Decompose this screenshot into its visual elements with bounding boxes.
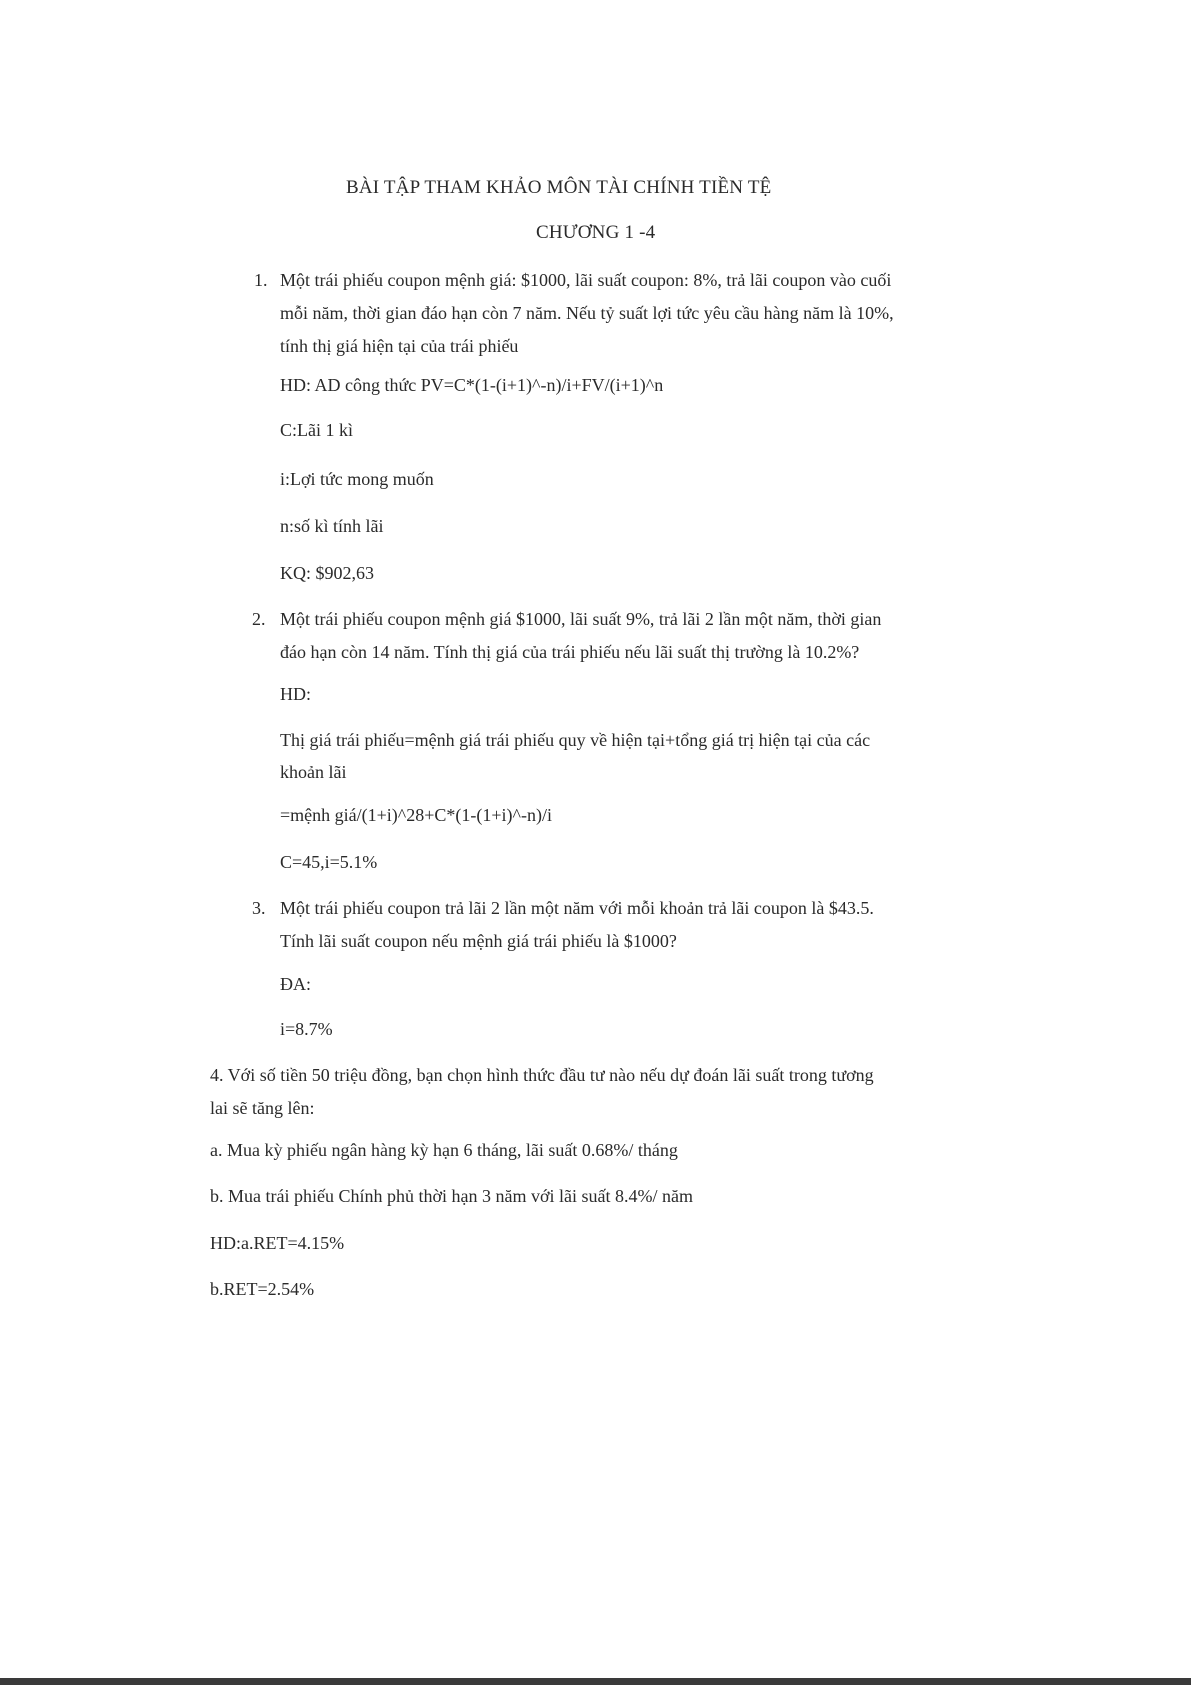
option-a: a. Mua kỳ phiếu ngân hàng kỳ hạn 6 tháng, lãi suất 0.68%/ tháng [210, 1140, 678, 1160]
question-number: 2. [252, 609, 266, 629]
question-text: tính thị giá hiện tại của trái phiếu [280, 336, 519, 356]
question-text: Một trái phiếu coupon mệnh giá: $1000, lãi suất coupon: 8%, trả lãi coupon vào cuối [280, 270, 892, 290]
question-number: 1. [254, 270, 268, 290]
option-b: b. Mua trái phiếu Chính phủ thời hạn 3 năm với lãi suất 8.4%/ năm [210, 1186, 693, 1206]
explanation: Thị giá trái phiếu=mệnh giá trái phiếu quy về hiện tại+tổng giá trị hiện tại của các [280, 730, 871, 750]
question-text: đáo hạn còn 14 năm. Tính thị giá của trái phiếu nếu lãi suất thị trường là 10.2%? [280, 642, 860, 662]
definition: C:Lãi 1 kì [280, 420, 353, 440]
result: KQ: $902,63 [280, 563, 374, 583]
scan-bottom-edge [0, 1678, 1191, 1685]
formula: =mệnh giá/(1+i)^28+C*(1-(1+i)^-n)/i [280, 805, 552, 825]
definition: n:số kì tính lãi [280, 516, 384, 536]
question-text: 4. Với số tiền 50 triệu đồng, bạn chọn hình thức đầu tư nào nếu dự đoán lãi suất trong tương [210, 1065, 874, 1085]
answer-label: ĐA: [280, 974, 311, 994]
question-text: Tính lãi suất coupon nếu mệnh giá trái phiếu là $1000? [280, 931, 677, 951]
question-text: Một trái phiếu coupon trả lãi 2 lần một năm với mỗi khoản trả lãi coupon là $43.5. [280, 898, 874, 918]
definition: i:Lợi tức mong muốn [280, 469, 434, 489]
explanation: khoản lãi [280, 762, 347, 782]
hint-b: b.RET=2.54% [210, 1279, 315, 1299]
question-text: mỗi năm, thời gian đáo hạn còn 7 năm. Nếu tỷ suất lợi tức yêu cầu hàng năm là 10%, [280, 303, 894, 323]
question-text: Một trái phiếu coupon mệnh giá $1000, lãi suất 9%, trả lãi 2 lần một năm, thời gian [280, 609, 882, 629]
hint-formula: HD: AD công thức PV=C*(1-(i+1)^-n)/i+FV/(i+1)^n [280, 375, 664, 395]
values: C=45,i=5.1% [280, 852, 378, 872]
hint-a: HD:a.RET=4.15% [210, 1233, 345, 1253]
answer: i=8.7% [280, 1019, 333, 1039]
question-text: lai sẽ tăng lên: [210, 1098, 315, 1118]
chapter-heading: CHƯƠNG 1 -4 [536, 222, 656, 243]
question-number: 3. [252, 898, 266, 918]
hint-label: HD: [280, 684, 311, 704]
document-title: BÀI TẬP THAM KHẢO MÔN TÀI CHÍNH TIỀN TỆ [346, 177, 772, 198]
